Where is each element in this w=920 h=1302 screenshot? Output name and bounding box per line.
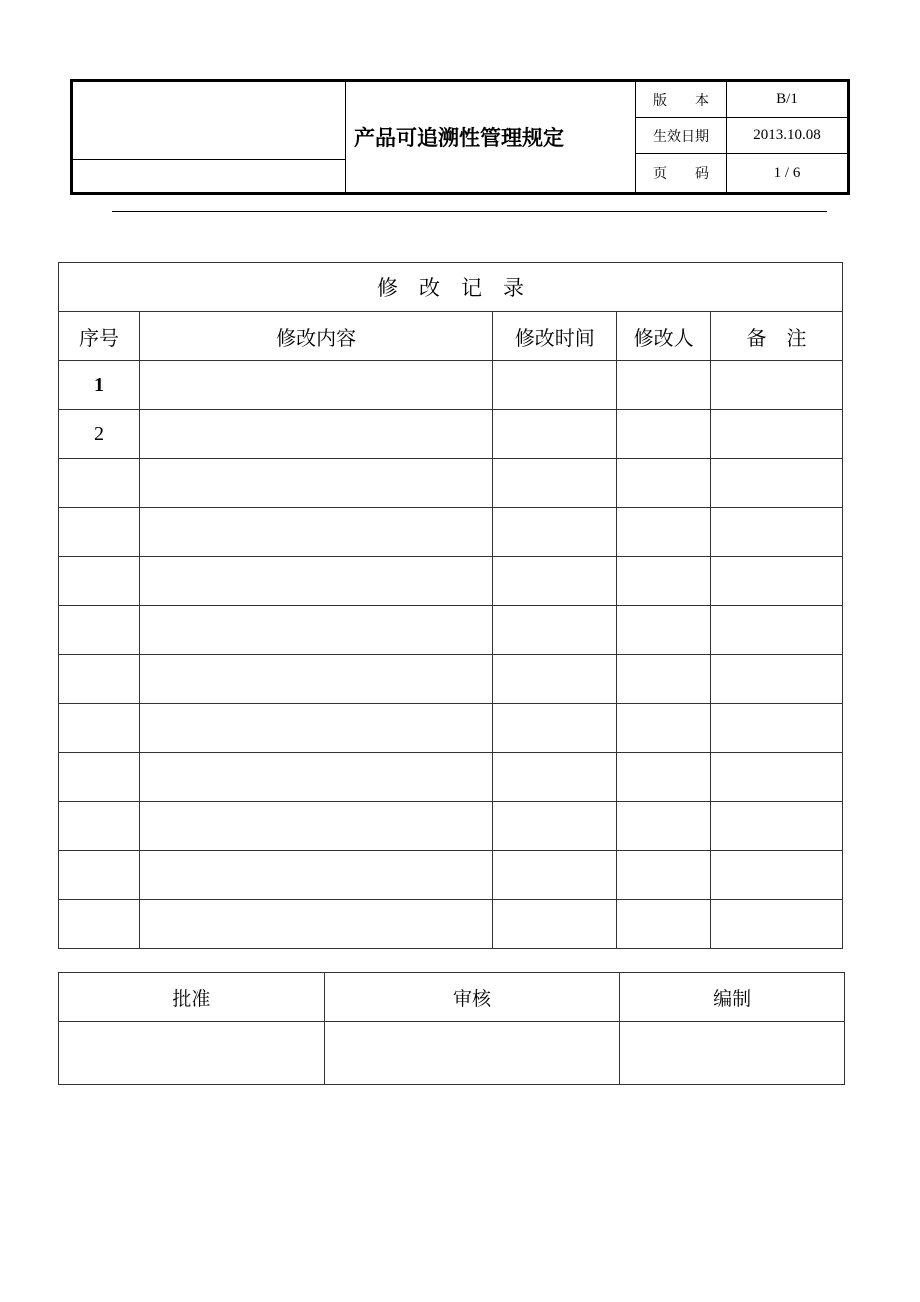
table-cell [617,508,711,557]
table-cell [139,753,492,802]
table-cell [139,802,492,851]
approval-table [58,972,845,1085]
table-row [59,851,843,900]
table-cell [711,802,843,851]
table-cell [139,606,492,655]
table-cell [711,704,843,753]
table-cell [617,851,711,900]
table-cell [493,459,617,508]
table-cell [139,900,492,949]
document-header [70,79,850,195]
table-cell [711,410,843,459]
table-row [59,802,843,851]
approval-header-row [59,973,845,1022]
column-header: 修改内容 [139,312,492,361]
table-row [59,557,843,606]
table-cell [617,606,711,655]
table-cell [617,900,711,949]
table-cell: 2 [59,410,140,459]
table-cell [59,851,140,900]
table-cell [617,704,711,753]
table-cell [493,900,617,949]
approval-header-approve: 批准 [59,973,325,1022]
table-cell [711,655,843,704]
table-cell [617,459,711,508]
table-cell [139,704,492,753]
meta-value: B/1 [776,91,798,107]
table-cell [617,802,711,851]
table-cell [617,655,711,704]
meta-label: 生效日期 [636,118,727,153]
meta-row-page [636,154,847,192]
table-row [59,508,843,557]
company-name-area [73,160,346,192]
meta-row-effective-date [636,118,847,154]
approval-cell-review [324,1022,620,1085]
column-header: 备 注 [711,312,843,361]
document-title: 产品可追溯性管理规定 [346,82,636,192]
table-cell: 1 [59,361,140,410]
column-header: 修改时间 [493,312,617,361]
table-row [59,900,843,949]
table-cell [617,361,711,410]
meta-label: 版 本 [636,82,727,117]
table-cell [139,851,492,900]
table-cell [711,361,843,410]
column-header: 序号 [59,312,140,361]
table-row [59,459,843,508]
table-row [59,753,843,802]
table-cell [493,410,617,459]
logo-area [73,82,346,160]
table-cell [59,557,140,606]
table-row [59,655,843,704]
table-cell [493,557,617,606]
table-cell [493,753,617,802]
table-cell [711,851,843,900]
meta-row-version [636,82,847,118]
table-cell [59,753,140,802]
table-cell [617,753,711,802]
table-cell [711,606,843,655]
table-cell [59,655,140,704]
revision-caption-row [59,263,843,312]
table-cell [711,753,843,802]
table-cell [59,459,140,508]
approval-header-review: 审核 [324,973,620,1022]
table-cell [139,410,492,459]
table-cell [59,900,140,949]
table-cell [139,361,492,410]
approval-header-prepare: 编制 [620,973,845,1022]
table-cell [711,900,843,949]
table-cell [139,557,492,606]
table-cell [711,508,843,557]
table-cell [59,802,140,851]
table-row [59,361,843,410]
document-meta [636,82,847,192]
revision-caption: 修 改 记 录 [59,263,843,312]
table-cell [711,557,843,606]
revision-table [58,262,843,949]
table-cell [493,508,617,557]
revision-header-row [59,312,843,361]
table-cell [493,655,617,704]
approval-cell-approve [59,1022,325,1085]
approval-signature-row [59,1022,845,1085]
table-cell [493,704,617,753]
table-cell [139,655,492,704]
table-row [59,410,843,459]
table-cell [617,557,711,606]
table-cell [493,802,617,851]
approval-cell-prepare [620,1022,845,1085]
meta-value: 2013.10.08 [753,127,821,143]
table-cell [493,361,617,410]
header-divider [112,211,827,212]
meta-label: 页 码 [636,154,727,192]
column-header: 修改人 [617,312,711,361]
table-cell [139,508,492,557]
table-cell [139,459,492,508]
table-row [59,606,843,655]
table-cell [493,851,617,900]
table-cell [59,606,140,655]
table-row [59,704,843,753]
table-cell [493,606,617,655]
table-cell [711,459,843,508]
meta-value: 1 / 6 [773,164,801,181]
table-cell [59,704,140,753]
table-cell [617,410,711,459]
table-cell [59,508,140,557]
